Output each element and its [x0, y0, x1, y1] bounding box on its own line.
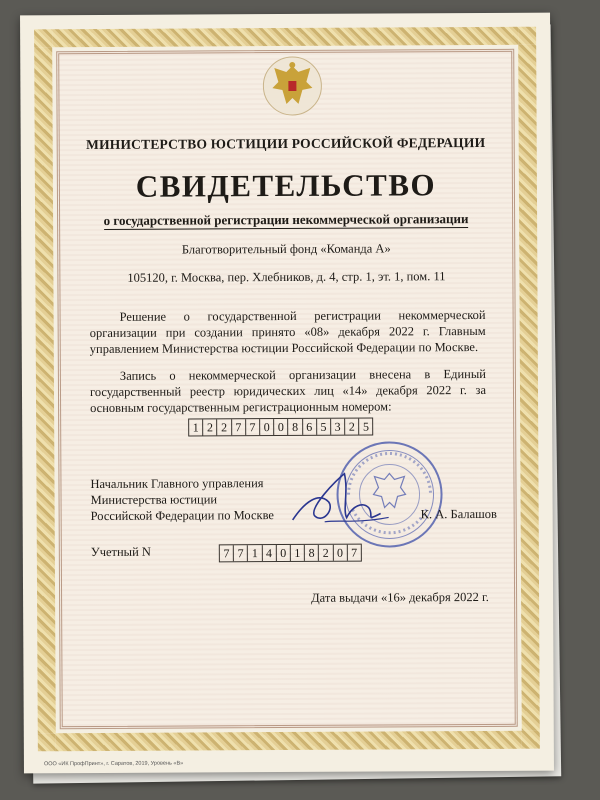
official-position-line: Российской Федерации по Москве	[90, 508, 275, 524]
ogrn-digit: 8	[288, 419, 302, 435]
ogrn-number	[188, 418, 374, 437]
ogrn-digit: 5	[317, 419, 331, 435]
account-digit: 0	[333, 545, 347, 561]
official-position-line: Начальник Главного управления	[90, 476, 264, 492]
ogrn-digit: 0	[274, 419, 288, 435]
account-digit: 7	[234, 545, 248, 561]
ogrn-digit: 7	[232, 419, 246, 435]
signer-name: К. А. Балашов	[420, 506, 497, 522]
coat-of-arms-icon	[262, 56, 322, 116]
registration-decision-text: Решение о государственной регистрации некоммерческой организации при создании принято «08» декабря 2022 г. Главным управлением Министерства юстиции Российской Федерации по Москве.	[89, 307, 486, 357]
ogrn-digit: 5	[362, 419, 370, 434]
account-digit: 1	[248, 545, 262, 561]
signature-icon	[284, 461, 394, 542]
account-digit: 4	[262, 545, 276, 561]
account-digit: 7	[220, 545, 234, 561]
ogrn-digit: 1	[189, 419, 203, 435]
account-digit: 0	[277, 545, 291, 561]
certificate-sheet	[20, 13, 554, 774]
organization-address: 105120, г. Москва, пер. Хлебников, д. 4, стр. 1, эт. 1, пом. 11	[127, 269, 446, 285]
ogrn-digit: 3	[331, 419, 345, 435]
printer-note: ООО «ИК ПрофПринт», г. Саратов, 2019, Уровень «В»	[43, 760, 184, 768]
document-title: СВИДЕТЕЛЬСТВО	[135, 167, 437, 204]
issue-date: Дата выдачи «16» декабря 2022 г.	[311, 589, 489, 605]
official-position	[90, 475, 274, 524]
ogrn-digit: 2	[345, 419, 359, 435]
account-number-label: Учетный N	[90, 544, 151, 560]
ogrn-digit: 0	[260, 419, 274, 435]
account-digit: 8	[305, 545, 319, 561]
register-entry-text: Запись о некоммерческой организации внесена в Единый государственный реестр юридических лиц «14» декабря 2022 г. за основным государственным регистрационным номером:	[89, 366, 487, 416]
ministry-heading: МИНИСТЕРСТВО ЮСТИЦИИ РОССИЙСКОЙ ФЕДЕРАЦИИ	[86, 134, 486, 153]
account-digit: 2	[319, 545, 333, 561]
ogrn-digit: 6	[303, 419, 317, 435]
official-position-line: Министерства юстиции	[90, 492, 218, 508]
document-subtitle: о государственной регистрации некоммерческой организации	[103, 211, 469, 228]
ogrn-digit: 7	[246, 419, 260, 435]
organization-name: Благотворительный фонд «Команда А»	[181, 241, 391, 257]
ogrn-digit: 2	[218, 419, 232, 435]
ogrn-digit: 2	[203, 419, 217, 435]
account-digit: 7	[351, 545, 358, 560]
account-number	[219, 544, 362, 563]
account-digit: 1	[291, 545, 305, 561]
